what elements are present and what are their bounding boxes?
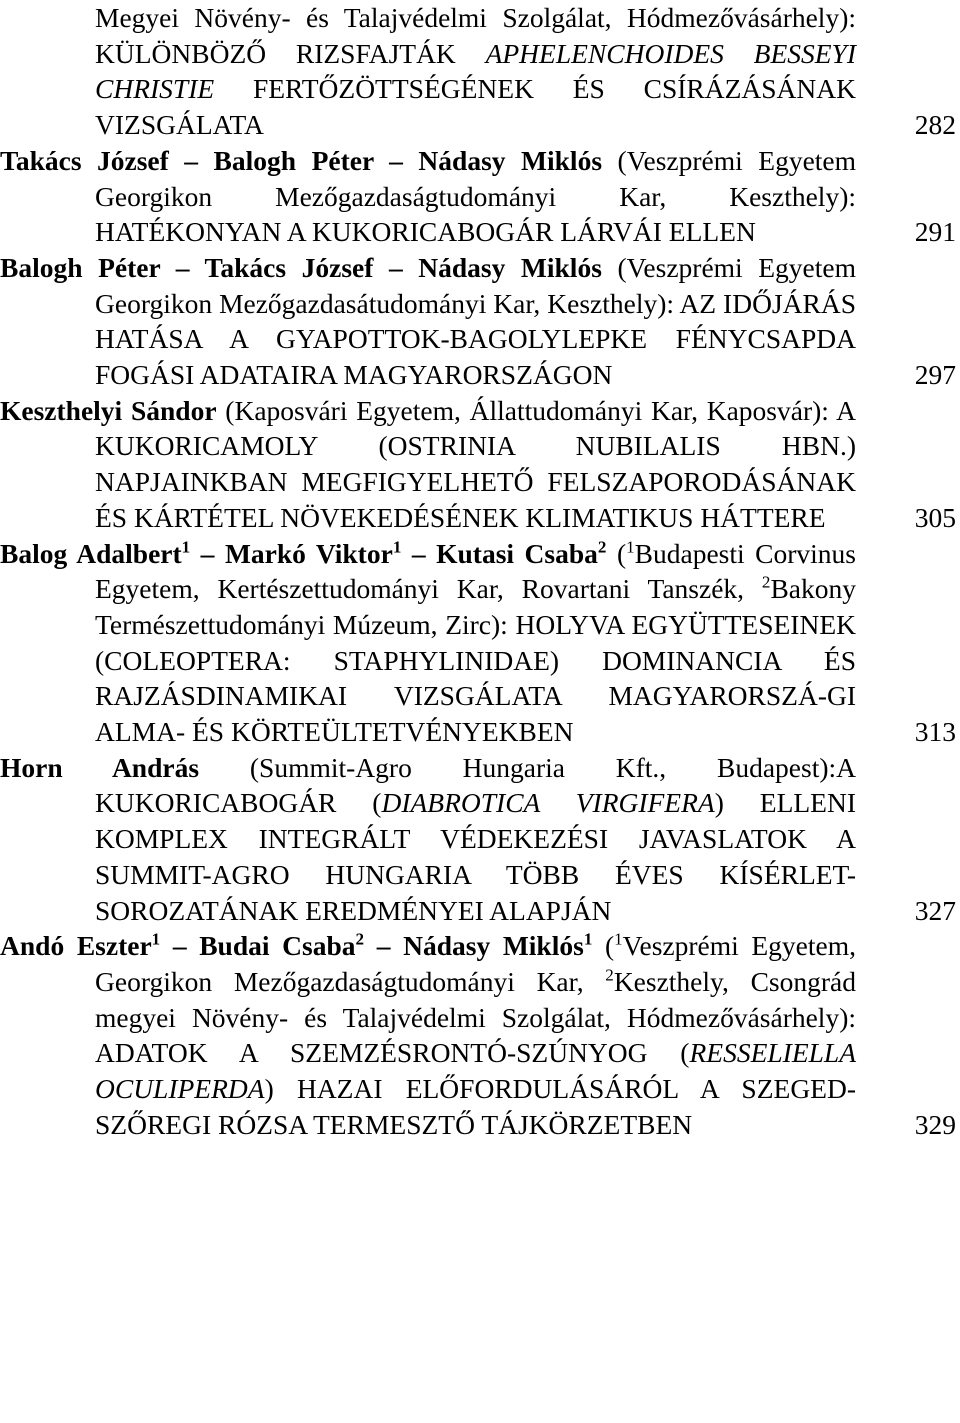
author-names: Balog Adalbert [0,537,182,569]
title-text: Keszthely, Csongrád megyei Növény- és Talajvédelmi Szolgálat, Hódmezővásárhely): ADATOK A SZEMZÉSRONTÓ-SZÚNYOG ( [95,965,856,1069]
affiliation-marker: 2 [761,572,771,592]
title-text: (Kaposvári Egyetem, Állattudományi Kar, Kaposvár): A KUKORICAMOLY (OSTRINIA NUBILALIS HBN.) NAPJAINKBAN MEGFIGYELHETŐ FELSZAPORODÁSÁNAK ÉS KÁRTÉTEL NÖVEKEDÉSÉNEK KLIMATIKUS HÁTTERE [95,394,856,533]
title-text: ) ELLENI KOMPLEX INTEGRÁLT VÉDEKEZÉSI JAVASLATOK A SUMMIT-AGRO HUNGARIA TÖBB ÉVES KÍSÉRLET-SOROZATÁNAK EREDMÉNYEI ALAPJÁN [95,787,856,926]
author-names: Balogh Péter – Takács József – Nádasy Miklós [0,251,602,283]
page-number: 305 [914,501,956,533]
toc-entry [0,750,960,929]
toc-entry [0,250,960,393]
affiliation-marker: 1 [181,536,191,556]
title-text: ) HAZAI ELŐFORDULÁSÁRÓL A SZEGED-SZŐREGI RÓZSA TERMESZTŐ TÁJKÖRZETBEN [95,1073,856,1140]
species-name: APHELENCHOIDES BESSEYI CHRISTIE [95,37,856,105]
toc-entry [0,536,960,750]
title-text: ( [592,930,615,962]
author-names: Takács József – Balogh Péter – Nádasy Miklós [0,144,603,176]
author-names: – Nádasy Miklós [364,930,584,962]
affiliation-marker: 1 [626,536,635,556]
title-text: Bakony Természettudományi Múzeum, Zirc): HOLYVA EGYÜTTESEINEK (COLEOPTERA: STAPHYLINIDAE) DOMINANCIA ÉS RAJZÁSDINAMIKAI VIZSGÁLATA MAGYARORSZÁ-GI ALMA- ÉS KÖRTEÜLTETVÉNYEKBEN [95,573,856,748]
page-number: 313 [914,716,956,748]
affiliation-marker: 1 [583,929,593,949]
affiliation-marker: 2 [355,929,365,949]
species-name: DIABROTICA VIRGIFERA [381,787,715,819]
title-text: ( [606,537,627,569]
author-names: – Kutasi Csaba [401,537,598,569]
toc-entry-text [0,0,856,143]
title-text: (Veszprémi Egyetem Georgikon Mezőgazdasátudományi Kar, Keszthely): AZ IDŐJÁRÁS HATÁSA A GYAPOTTOK-BAGOLYLEPKE FÉNYCSAPDA FOGÁSI ADATAIRA MAGYARORSZÁGON [95,251,856,391]
title-text: (Summit-Agro Hungaria Kft., Budapest):A KUKORICABOGÁR ( [95,751,857,819]
affiliation-marker: 1 [151,929,161,949]
toc-entry-text [0,750,856,929]
page-number: 327 [914,894,956,926]
toc-entry [0,393,960,536]
toc-entry [0,143,960,250]
toc-entry-text [0,143,856,250]
affiliation-marker: 1 [392,536,402,556]
page-number: 291 [914,216,956,248]
toc-entry [0,928,960,1142]
page-number: 297 [914,359,956,391]
author-names: – Markó Viktor [190,537,393,569]
toc-entry-text [0,536,856,750]
toc-entry-text [0,928,856,1142]
title-text: FERTŐZÖTTSÉGÉNEK ÉS CSÍRÁZÁSÁNAK VIZSGÁLATA [95,73,856,141]
title-text: Megyei Növény- és Talajvédelmi Szolgálat, Hódmezővásárhely): KÜLÖNBÖZŐ RIZSFAJTÁK [95,2,856,69]
toc-entry-text [0,250,856,393]
title-text: Budapesti Corvinus Egyetem, Kertészettudományi Kar, Rovartani Tanszék, [95,537,856,605]
species-name: RESSELIELLA OCULIPERDA [95,1037,856,1105]
toc-entry-text [0,393,856,536]
affiliation-marker: 1 [614,929,623,949]
page-number: 282 [914,109,956,141]
author-names: – Budai Csaba [160,930,356,962]
affiliation-marker: 2 [605,965,614,985]
author-names: Keszthelyi Sándor [0,394,217,426]
title-text: Veszprémi Egyetem, Georgikon Mezőgazdaságtudományi Kar, [95,930,856,997]
page-number: 329 [914,1108,956,1140]
title-text: (Veszprémi Egyetem Georgikon Mezőgazdaságtudományi Kar, Keszthely): HATÉKONYAN A KUKORICABOGÁR LÁRVÁI ELLEN [95,144,857,248]
author-names: Andó Eszter [0,930,152,962]
affiliation-marker: 2 [597,536,607,556]
author-names: Horn András [0,751,200,783]
toc-entry [0,0,960,143]
